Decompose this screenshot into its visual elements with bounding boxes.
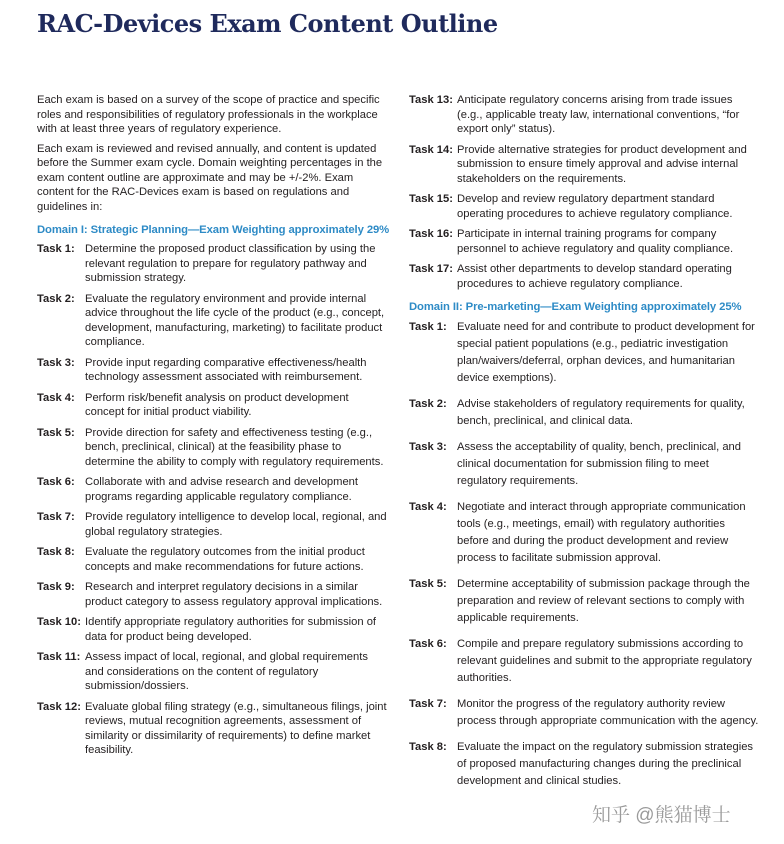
- task-text: Collaborate with and advise research and development programs regarding applicable regulatory compliance.: [85, 476, 359, 503]
- task-text: Assess the acceptability of quality, bench, preclinical, and clinical documentation for submission filing to meet regulatory requirements.: [457, 441, 741, 487]
- task-item: [409, 499, 759, 567]
- task-item: [409, 262, 759, 291]
- task-item: [37, 700, 387, 758]
- task-text: Perform risk/benefit analysis on product development concept for initial product viability.: [85, 391, 349, 418]
- task-text: Negotiate and interact through appropriate communication tools (e.g., meetings, email) with regulatory authorities before and during the product development and review process to facilitate submission approval.: [457, 501, 746, 564]
- task-item: [409, 319, 759, 387]
- task-text: Evaluate the impact on the regulatory submission strategies of proposed manufacturing changes during the preclinical development and clinical studies.: [457, 741, 754, 787]
- task-item: [409, 93, 759, 137]
- task-item: [37, 580, 387, 609]
- task-label: Task 2:: [37, 292, 75, 305]
- task-label: Task 1:: [37, 243, 75, 255]
- task-text: Research and interpret regulatory decisions in a similar product category to assess regulatory approval implications.: [85, 581, 383, 608]
- task-label: Task 2:: [409, 398, 447, 410]
- task-label: Task 5:: [409, 578, 447, 590]
- task-item: [37, 242, 387, 286]
- task-item: [409, 636, 759, 687]
- task-text: Determine acceptability of submission package through the preparation and review of relevant sections to comply with applicable requirements.: [457, 578, 750, 624]
- task-label: Task 8:: [37, 546, 75, 558]
- task-text: Evaluate the regulatory outcomes from the initial product concepts and make recommendations for future actions.: [85, 546, 365, 573]
- task-item: [409, 439, 759, 490]
- task-label: Task 5:: [37, 426, 75, 439]
- task-text: Provide alternative strategies for product development and submission to ensure timely approval and advise internal stakeholders on the requirements.: [457, 143, 747, 185]
- task-item: [409, 143, 759, 187]
- task-label: Task 11:: [37, 651, 81, 663]
- task-label: Task 7:: [409, 698, 447, 710]
- task-label: Task 3:: [409, 441, 447, 453]
- task-text: Participate in internal training programs for company personnel to achieve regulatory and quality compliance.: [457, 228, 734, 255]
- page-title: RAC-Devices Exam Content Outline: [37, 9, 498, 38]
- task-label: Task 6:: [409, 638, 447, 650]
- task-text: Determine the proposed product classification by using the relevant regulation to prepare for regulatory pathway and submission strategy.: [85, 243, 376, 284]
- task-item: [409, 576, 759, 627]
- task-item: [409, 696, 759, 730]
- domain-2-heading: Domain II: Pre-marketing—Exam Weighting approximately 25%: [409, 301, 742, 313]
- task-text: Assess impact of local, regional, and global requirements and considerations on the content of regulatory submission/dossiers.: [85, 651, 368, 692]
- task-label: Task 12:: [37, 700, 81, 713]
- task-item: [409, 396, 759, 430]
- task-item: [37, 391, 387, 420]
- watermark: 知乎 @熊猫博士: [592, 805, 731, 826]
- task-item: [37, 292, 387, 350]
- task-text: Evaluate the regulatory environment and provide internal advice throughout the life cycle of the product (e.g., concept, development, manufacturing, marketing) to facilitate product compliance.: [85, 292, 385, 348]
- task-label: Task 6:: [37, 476, 75, 488]
- task-label: Task 7:: [37, 511, 75, 523]
- domain-1-task-list-right: [409, 93, 759, 291]
- task-item: [37, 510, 387, 539]
- task-label: Task 16:: [409, 228, 453, 240]
- task-item: [37, 545, 387, 574]
- task-item: [37, 356, 387, 385]
- task-item: [37, 615, 387, 644]
- task-label: Task 14:: [409, 143, 453, 156]
- task-label: Task 3:: [37, 356, 75, 369]
- task-text: Identify appropriate regulatory authorities for submission of data for product being developed.: [85, 616, 377, 643]
- task-label: Task 8:: [409, 741, 447, 753]
- task-item: [409, 227, 759, 256]
- domain-1-task-list-left: [37, 242, 387, 758]
- task-text: Monitor the progress of the regulatory authority review process through appropriate communication with the agency.: [457, 698, 759, 727]
- task-text: Develop and review regulatory department standard operating procedures to achieve regulatory compliance.: [457, 193, 733, 220]
- task-label: Task 1:: [409, 321, 447, 333]
- task-label: Task 9:: [37, 581, 75, 593]
- task-label: Task 17:: [409, 263, 453, 275]
- task-item: [409, 192, 759, 221]
- task-label: Task 10:: [37, 616, 81, 628]
- intro-paragraph: Each exam is based on a survey of the scope of practice and specific roles and responsibilities of regulatory professionals in the workplace with at least three years of regulatory experience.: [37, 94, 380, 135]
- task-text: Provide regulatory intelligence to develop local, regional, and global regulatory strategies.: [85, 511, 387, 538]
- right-column: [409, 93, 759, 799]
- task-text: Evaluate need for and contribute to product development for special patient populations (e.g., pediatric investigation plan/waivers/deferral, orphan devices, and humanitarian device exemptions).: [457, 321, 755, 384]
- task-label: Task 4:: [37, 391, 75, 404]
- task-label: Task 13:: [409, 94, 453, 106]
- task-item: [37, 475, 387, 504]
- domain-1-heading: Domain I: Strategic Planning—Exam Weighting approximately 29%: [37, 224, 390, 236]
- task-label: Task 4:: [409, 501, 447, 513]
- task-text: Anticipate regulatory concerns arising from trade issues (e.g., applicable treaty law, international conventions, “for export only” status).: [457, 94, 740, 135]
- task-text: Provide input regarding comparative effectiveness/health technology assessment associated with reimbursement.: [85, 356, 367, 383]
- task-text: Advise stakeholders of regulatory requirements for quality, bench, preclinical, and clinical data.: [457, 398, 745, 427]
- task-item: [409, 739, 759, 790]
- domain-2-task-list: [409, 319, 759, 790]
- task-text: Evaluate global filing strategy (e.g., simultaneous filings, joint reviews, mutual recognition agreements, assessment of similarity or dissimilarity of requirements) to define market feasibility.: [85, 700, 387, 756]
- task-text: Compile and prepare regulatory submissions according to relevant guidelines and submit to the appropriate regulatory authorities.: [457, 638, 752, 684]
- left-column: [37, 93, 390, 764]
- task-label: Task 15:: [409, 193, 453, 205]
- task-item: [37, 650, 387, 694]
- task-item: [37, 426, 387, 470]
- intro-paragraph: Each exam is reviewed and revised annually, and content is updated before the Summer exam cycle. Domain weighting percentages in the exam content outline are approximate and may be +/-2%. Exam content for the RAC-Devices exam is based on regulations and guidelines in:: [37, 142, 383, 213]
- task-text: Provide direction for safety and effectiveness testing (e.g., bench, preclinical, clinical) at the feasibility phase to determine the ability to comply with regulatory requirements.: [85, 426, 384, 468]
- task-text: Assist other departments to develop standard operating procedures to achieve regulatory compliance.: [457, 263, 732, 290]
